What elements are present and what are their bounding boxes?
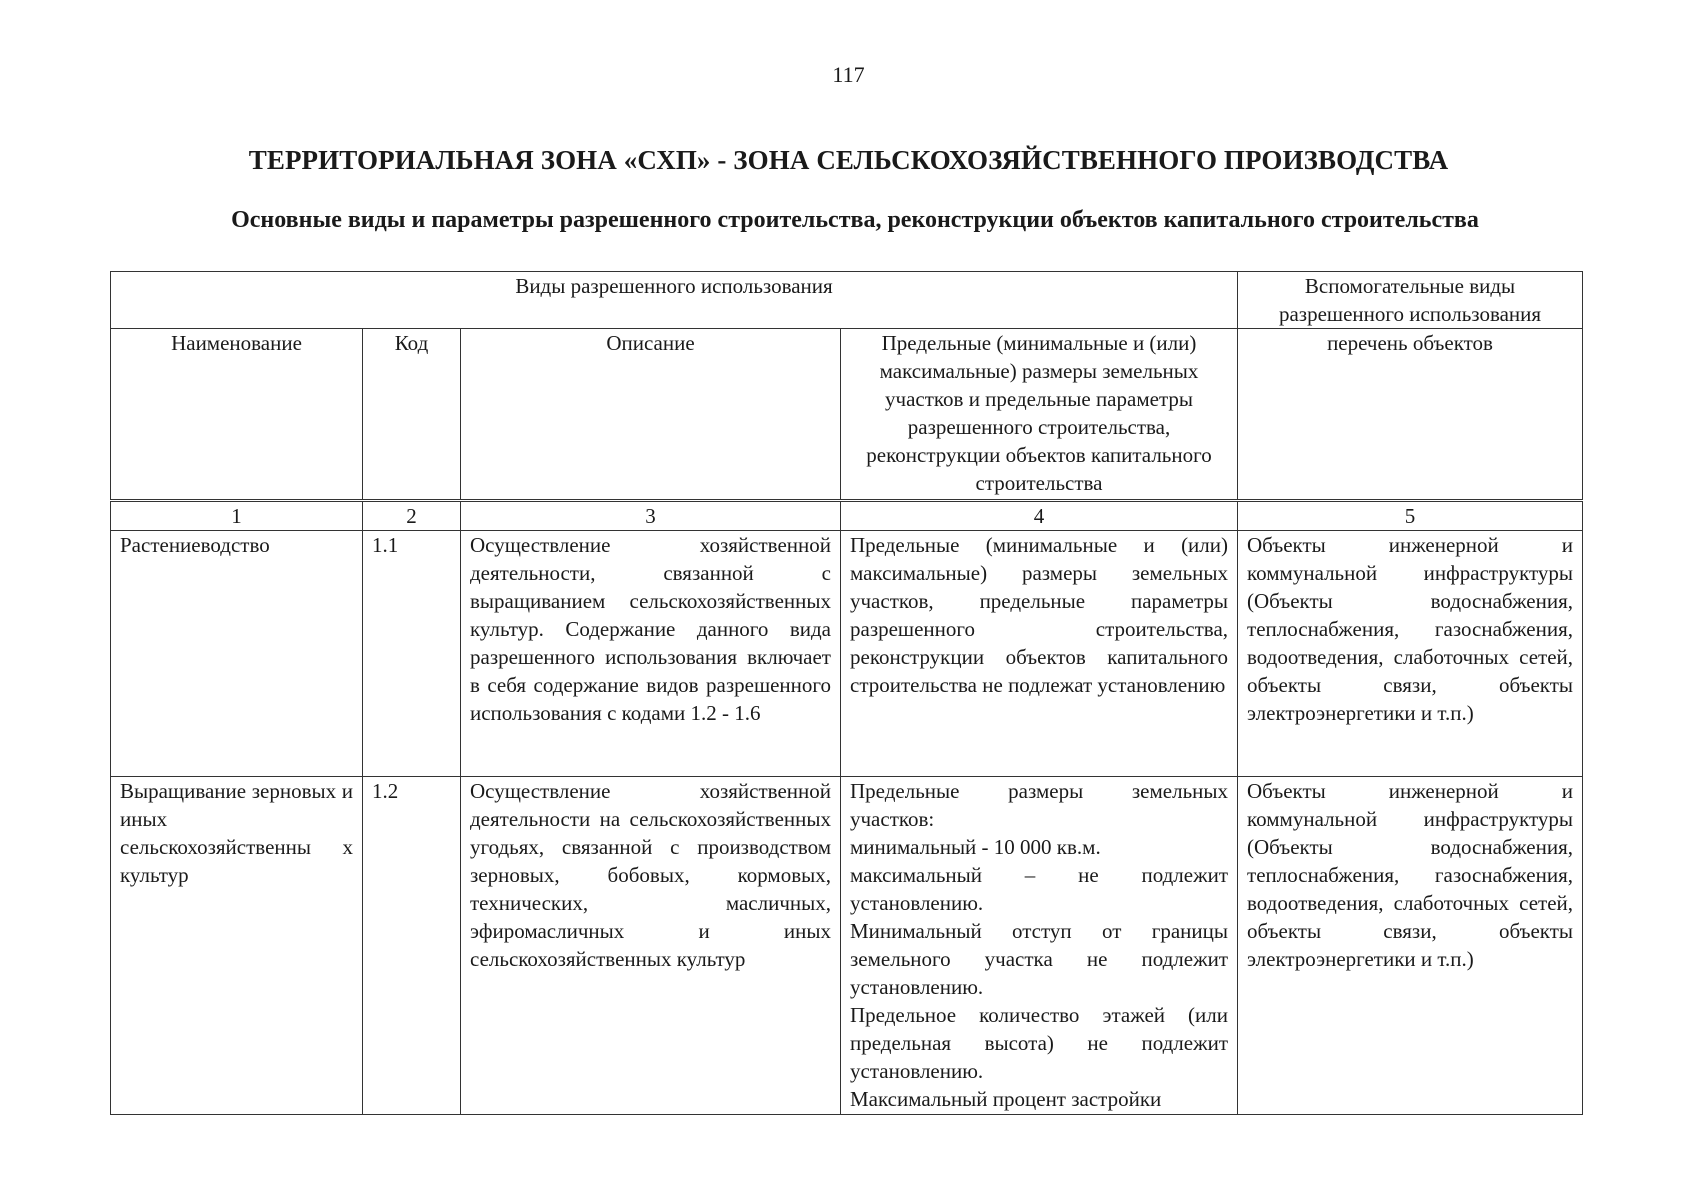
zone-title: ТЕРРИТОРИАЛЬНАЯ ЗОНА «СХП» - ЗОНА СЕЛЬСКОХОЗЯЙСТВЕННОГО ПРОИЗВОДСТВА (248, 145, 1449, 175)
column-number: 4 (841, 501, 1238, 531)
use-params: Предельные (минимальные и (или) максимальные) размеры земельных участков, предельные параметры разрешенного строительства, реконструкции объектов капитального строительства не подлежат установлению (841, 531, 1238, 777)
column-header-name: Наименование (111, 329, 363, 501)
column-number-row (111, 501, 1583, 531)
use-params: Предельные размеры земельных участков: минимальный - 10 000 кв.м. максимальный – не подлежит установлению. Минимальный отступ от границы земельного участка не подлежит установлению. Предельное количество этажей (или предельная высота) не подлежит установлению. Максимальный процент застройки (841, 777, 1238, 1115)
use-code: 1.1 (363, 531, 461, 777)
table-row (111, 777, 1583, 1115)
column-number: 5 (1238, 501, 1583, 531)
use-code: 1.2 (363, 777, 461, 1115)
column-header-code: Код (363, 329, 461, 501)
group-header-main: Виды разрешенного использования (111, 272, 1238, 329)
aux-objects: Объекты инженерной и коммунальной инфраструктуры (Объекты водоснабжения, теплоснабжения, газоснабжения, водоотведения, слаботочных сетей, объекты связи, объекты электроэнергетики и т.п.) (1238, 531, 1583, 777)
table-group-header-row (111, 272, 1583, 329)
column-header-params: Предельные (минимальные и (или) максимальные) размеры земельных участков и предельные параметры разрешенного строительства, реконструкции объектов капитального строительства (841, 329, 1238, 501)
table-row (111, 531, 1583, 777)
permitted-use-table (110, 271, 1583, 1115)
column-header-objects: перечень объектов (1238, 329, 1583, 501)
table-column-header-row (111, 329, 1583, 501)
column-number: 2 (363, 501, 461, 531)
use-description: Осуществление хозяйственной деятельности, связанной с выращиванием сельскохозяйственных культур. Содержание данного вида разрешенного использования включает в себя содержание видов разрешенного использования с кодами 1.2 - 1.6 (461, 531, 841, 777)
column-number: 3 (461, 501, 841, 531)
use-name: Выращивание зерновых и иных сельскохозяйственны х культур (111, 777, 363, 1115)
use-description: Осуществление хозяйственной деятельности на сельскохозяйственных угодьях, связанной с производством зерновых, бобовых, кормовых, технических, масличных, эфиромасличных и иных сельскохозяйственных культур (461, 777, 841, 1115)
group-header-aux: Вспомогательные виды разрешенного использования (1238, 272, 1583, 329)
use-name: Растениеводство (111, 531, 363, 777)
aux-objects: Объекты инженерной и коммунальной инфраструктуры (Объекты водоснабжения, теплоснабжения, газоснабжения, водоотведения, слаботочных сетей, объекты связи, объекты электроэнергетики и т.п.) (1238, 777, 1583, 1115)
page-number: 117 (832, 62, 865, 87)
column-number: 1 (111, 501, 363, 531)
section-title: Основные виды и параметры разрешенного строительства, реконструкции объектов капитального строительства (231, 207, 1479, 233)
column-header-description: Описание (461, 329, 841, 501)
